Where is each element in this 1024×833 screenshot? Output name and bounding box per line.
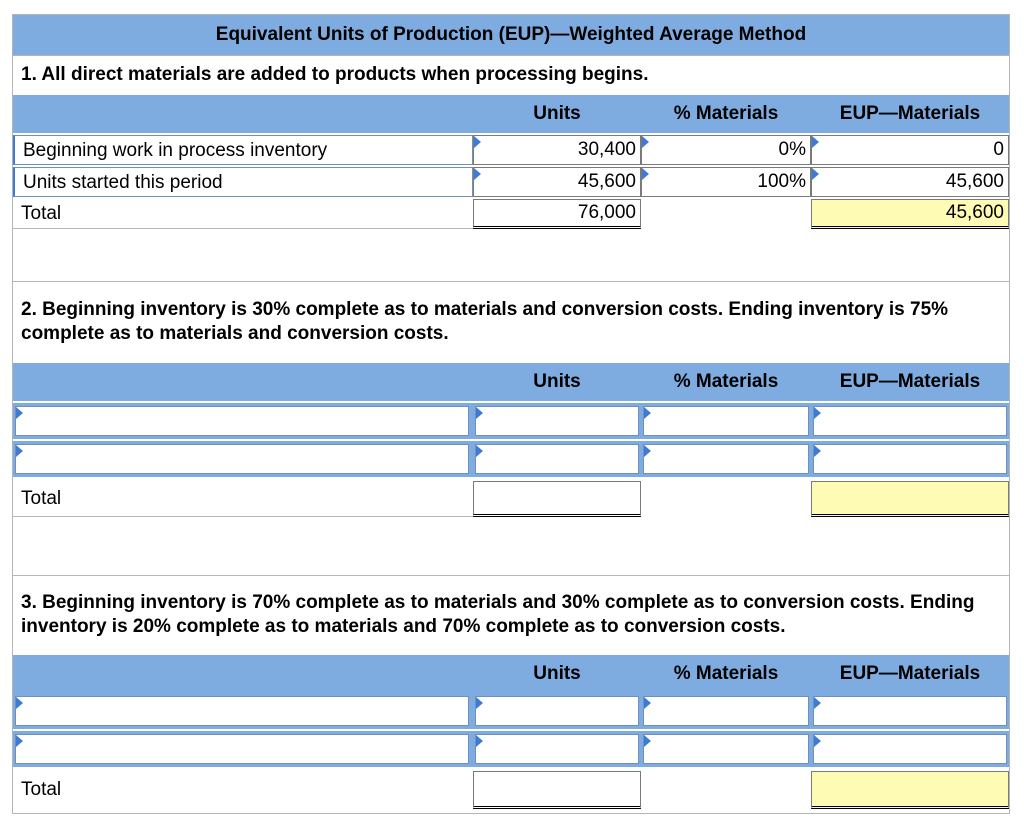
- row-label-field[interactable]: [15, 734, 469, 764]
- section3-input-row: [13, 731, 1009, 767]
- section1-header-band: [13, 95, 1009, 133]
- input-marker-icon: [474, 168, 481, 180]
- input-marker-icon: [476, 445, 483, 457]
- worksheet-title: Equivalent Units of Production (EUP)—Weighted Average Method: [13, 15, 1009, 55]
- section2-total-units: [473, 481, 641, 517]
- pct-materials-field[interactable]: [643, 734, 809, 764]
- row-label: Beginning work in process inventory: [23, 140, 328, 161]
- section2-total-label: Total: [13, 481, 473, 517]
- section2-input-row: [13, 441, 1009, 477]
- row-label: Units started this period: [23, 172, 223, 193]
- eup-materials-column-header: EUP—Materials: [839, 663, 981, 684]
- section2-header-band: [13, 363, 1009, 401]
- units-column-header: Units: [533, 371, 581, 392]
- pct-materials-column-header: % Materials: [673, 371, 779, 392]
- input-marker-icon: [644, 445, 651, 457]
- section1-total-eup: 45,600: [811, 199, 1009, 229]
- eup-materials-field[interactable]: [813, 406, 1007, 436]
- units-column-header: Units: [533, 103, 581, 124]
- input-marker-icon: [642, 136, 649, 148]
- beginning-wip-eup-field[interactable]: 0: [811, 135, 1009, 165]
- pct-materials-field[interactable]: [643, 444, 809, 474]
- section3-header-band: [13, 655, 1009, 693]
- input-marker-icon: [476, 407, 483, 419]
- row-beginning-wip-label: [13, 135, 473, 165]
- input-marker-icon: [644, 697, 651, 709]
- pct-materials-column-header: % Materials: [673, 103, 779, 124]
- section3-input-row: [13, 693, 1009, 729]
- eup-worksheet: [12, 14, 1010, 814]
- units-started-units-field[interactable]: 45,600: [473, 167, 641, 197]
- units-field[interactable]: [475, 406, 639, 436]
- row-label-field[interactable]: [15, 406, 469, 436]
- section3-total-units: [473, 771, 641, 809]
- row-units-started-label: [13, 167, 473, 197]
- section2-total-eup: [811, 481, 1009, 517]
- input-marker-icon: [644, 407, 651, 419]
- row-label-field[interactable]: [15, 696, 469, 726]
- eup-materials-field[interactable]: [813, 696, 1007, 726]
- input-marker-icon: [476, 735, 483, 747]
- pct-materials-field[interactable]: [643, 406, 809, 436]
- eup-materials-field[interactable]: [813, 444, 1007, 474]
- input-marker-icon: [16, 445, 23, 457]
- pct-materials-column-header: % Materials: [673, 663, 779, 684]
- input-marker-icon: [644, 735, 651, 747]
- section2-input-row: [13, 403, 1009, 439]
- section3-total-label: Total: [21, 779, 62, 800]
- units-field[interactable]: [475, 696, 639, 726]
- row-label-field[interactable]: [15, 444, 469, 474]
- beginning-wip-units-field[interactable]: 30,400: [473, 135, 641, 165]
- input-marker-icon: [642, 168, 649, 180]
- input-marker-icon: [814, 735, 821, 747]
- section1-question: 1. All direct materials are added to products when processing begins.: [13, 55, 1009, 93]
- input-marker-icon: [814, 445, 821, 457]
- eup-materials-column-header: EUP—Materials: [839, 103, 981, 124]
- units-field[interactable]: [475, 734, 639, 764]
- input-marker-icon: [474, 136, 481, 148]
- section3-total-eup: [811, 771, 1009, 809]
- input-marker-icon: [814, 407, 821, 419]
- units-field[interactable]: [475, 444, 639, 474]
- section1-total-units: 76,000: [473, 199, 641, 229]
- input-marker-icon: [476, 697, 483, 709]
- pct-materials-field[interactable]: [643, 696, 809, 726]
- divider: [13, 575, 1009, 576]
- section1-total-label: Total: [13, 199, 473, 229]
- eup-materials-field[interactable]: [813, 734, 1007, 764]
- section2-question: 2. Beginning inventory is 30% complete as to materials and conversion costs. Ending inventory is 75% complete as to materials and conversion costs.: [21, 299, 949, 344]
- beginning-wip-pct-field[interactable]: 0%: [641, 135, 811, 165]
- units-column-header: Units: [533, 663, 581, 684]
- units-started-eup-field[interactable]: 45,600: [811, 167, 1009, 197]
- divider: [13, 281, 1009, 282]
- units-started-pct-field[interactable]: 100%: [641, 167, 811, 197]
- eup-materials-column-header: EUP—Materials: [839, 371, 981, 392]
- input-marker-icon: [16, 735, 23, 747]
- input-marker-icon: [812, 168, 819, 180]
- input-marker-icon: [16, 697, 23, 709]
- input-marker-icon: [812, 136, 819, 148]
- section3-question: 3. Beginning inventory is 70% complete as to materials and 30% complete as to conversion costs. Ending inventory is 20% complete as to materials and 70% complete as to conversion costs.: [21, 592, 975, 637]
- input-marker-icon: [16, 407, 23, 419]
- input-marker-icon: [814, 697, 821, 709]
